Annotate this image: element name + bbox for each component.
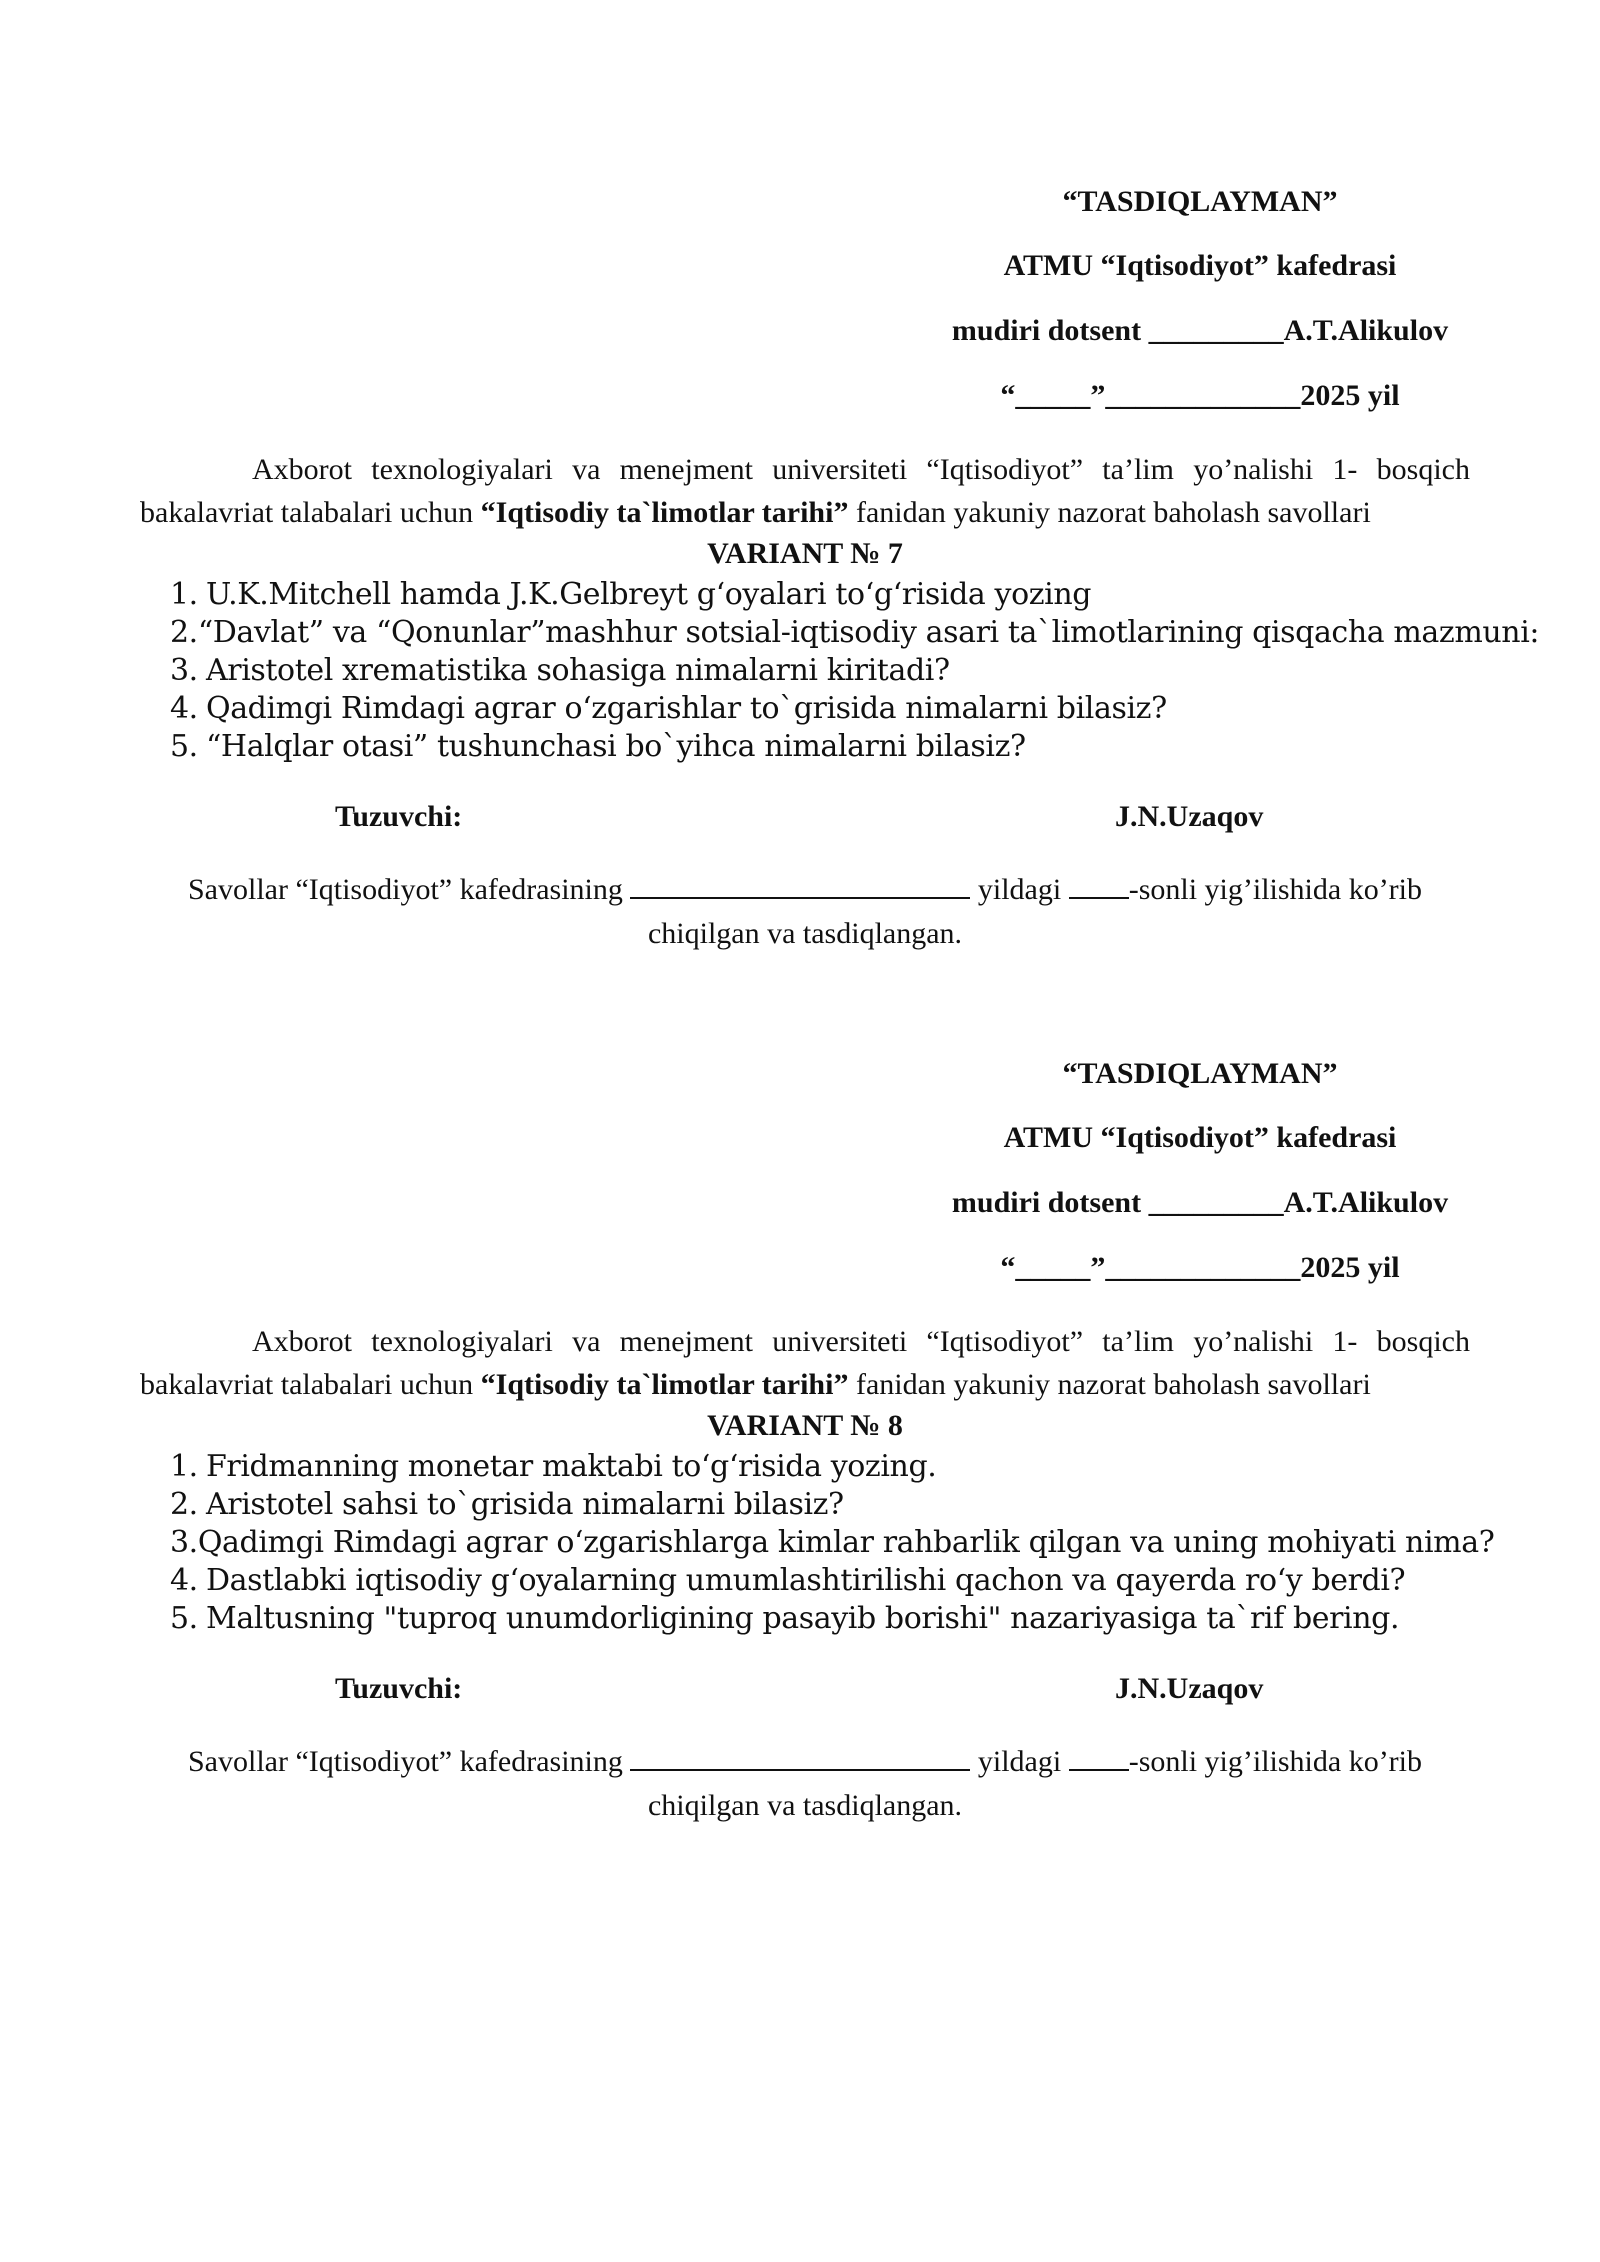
question-text: Aristotel sahsi to`grisida nimalarni bilasiz? [206, 1487, 844, 1522]
question-list [170, 1448, 1495, 1638]
question-number: 3. [170, 1525, 198, 1560]
footer-text-end: -sonli yig’ilishida ko’rib chiqilgan va tasdiqlangan. [647, 1745, 1423, 1822]
question-text: Qadimgi Rimdagi agrar o‘zgarishlarga kimlar rahbarlik qilgan va uning mohiyati nima? [197, 1525, 1495, 1560]
question-item [170, 1448, 1470, 1486]
question-item [170, 576, 1470, 614]
number-blank [1069, 1743, 1129, 1771]
question-number: 5. [170, 729, 198, 764]
variant-heading: VARIANT № 7 [707, 537, 903, 570]
subject-name: “Iqtisodiy ta`limotlar tarihi” [480, 496, 849, 529]
footer-text-end: -sonli yig’ilishida ko’rib chiqilgan va tasdiqlangan. [647, 873, 1423, 950]
question-item [170, 614, 1540, 652]
question-number: 4. [170, 691, 198, 726]
approval-date: “_____”_____________2025 yil [1000, 379, 1400, 412]
question-number: 3. [170, 653, 198, 688]
number-blank [1069, 871, 1129, 899]
approval-footer [140, 868, 1470, 956]
approval-title: “TASDIQLAYMAN” [1062, 185, 1338, 218]
question-number: 5. [170, 1601, 198, 1636]
question-list [170, 576, 1540, 766]
intro-text-end: fanidan yakuniy nazorat baholash savollari [848, 1368, 1371, 1401]
intro-text: Axborot texnologiyalari va menejment universiteti “Iqtisodiyot” ta’lim yo’nalishi 1- bosqich bakalavriat talabalari uchun [140, 453, 1470, 529]
approval-title: “TASDIQLAYMAN” [1062, 1057, 1338, 1090]
author-label: Tuzuvchi: [335, 1672, 463, 1705]
question-item [170, 1562, 1470, 1600]
question-number: 4. [170, 1563, 198, 1598]
question-text: Fridmanning monetar maktabi to‘g‘risida yozing. [206, 1449, 937, 1484]
intro-text-end: fanidan yakuniy nazorat baholash savollari [848, 496, 1371, 529]
footer-text-mid: yildagi [970, 873, 1069, 906]
approval-footer [140, 1740, 1470, 1828]
date-blank [630, 871, 970, 899]
question-number: 2. [170, 615, 198, 650]
question-text: Maltusning "tuproq unumdorligining pasayib borishi" nazariyasiga ta`rif bering. [206, 1601, 1400, 1636]
question-item [170, 1600, 1470, 1638]
exam-intro [140, 448, 1470, 534]
question-number: 1. [170, 577, 198, 612]
question-number: 2. [170, 1487, 198, 1522]
question-item [170, 690, 1470, 728]
question-item [170, 1524, 1495, 1562]
exam-intro [140, 1320, 1470, 1406]
question-text: Aristotel xrematistika sohasiga nimalarni kiritadi? [206, 653, 950, 688]
approval-head-signature: mudiri dotsent _________A.T.Alikulov [951, 314, 1449, 347]
date-blank [630, 1743, 970, 1771]
author-name: J.N.Uzaqov [1115, 1672, 1264, 1705]
question-number: 1. [170, 1449, 198, 1484]
subject-name: “Iqtisodiy ta`limotlar tarihi” [480, 1368, 849, 1401]
intro-text: Axborot texnologiyalari va menejment universiteti “Iqtisodiyot” ta’lim yo’nalishi 1- bosqich bakalavriat talabalari uchun [140, 1325, 1470, 1401]
approval-department: ATMU “Iqtisodiyot” kafedrasi [1003, 1121, 1397, 1154]
question-text: “Halqlar otasi” tushunchasi bo`yihca nimalarni bilasiz? [206, 729, 1026, 764]
question-item [170, 728, 1470, 766]
footer-text-mid: yildagi [970, 1745, 1069, 1778]
footer-text: Savollar “Iqtisodiyot” kafedrasining [187, 873, 631, 906]
question-item [170, 652, 1470, 690]
question-text: “Davlat” va “Qonunlar”mashhur sotsial-iqtisodiy asari ta`limotlarining qisqacha mazmuni: [197, 615, 1540, 650]
approval-date: “_____”_____________2025 yil [1000, 1251, 1400, 1284]
footer-text: Savollar “Iqtisodiyot” kafedrasining [187, 1745, 631, 1778]
question-text: Dastlabki iqtisodiy g‘oyalarning umumlashtirilishi qachon va qayerda ro‘y berdi? [206, 1563, 1406, 1598]
approval-department: ATMU “Iqtisodiyot” kafedrasi [1003, 249, 1397, 282]
question-text: Qadimgi Rimdagi agrar o‘zgarishlar to`grisida nimalarni bilasiz? [206, 691, 1167, 726]
author-label: Tuzuvchi: [335, 800, 463, 833]
approval-head-signature: mudiri dotsent _________A.T.Alikulov [951, 1186, 1449, 1219]
question-item [170, 1486, 1470, 1524]
variant-heading: VARIANT № 8 [707, 1409, 903, 1442]
author-name: J.N.Uzaqov [1115, 800, 1264, 833]
question-text: U.K.Mitchell hamda J.K.Gelbreyt g‘oyalari to‘g‘risida yozing [206, 577, 1092, 612]
